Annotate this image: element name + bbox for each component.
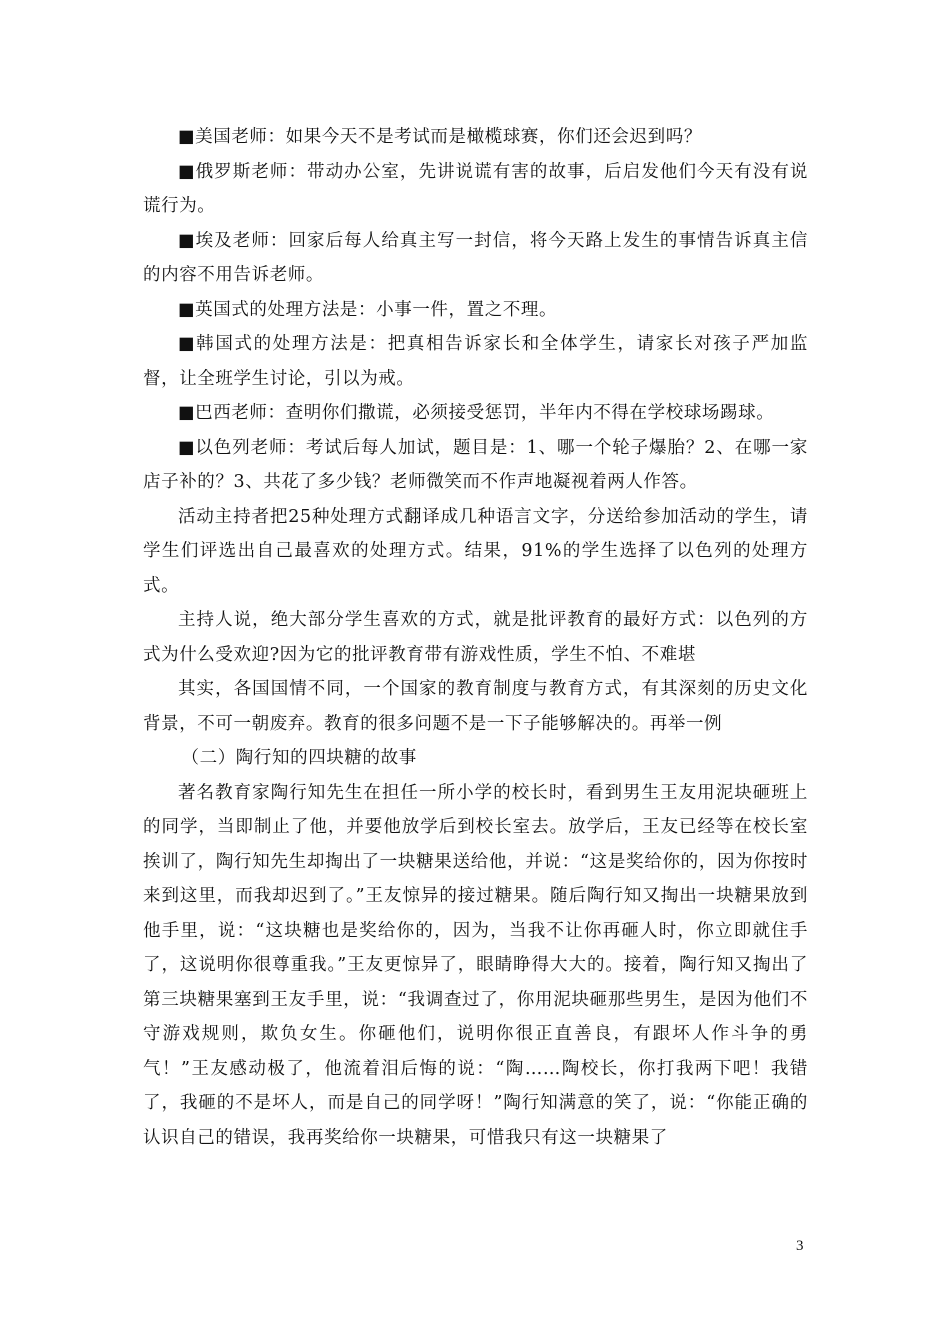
paragraph-activity-result: 活动主持者把25种处理方式翻译成几种语言文字，分送给参加活动的学生，请学生们评选出自己最喜欢的处理方式。结果，91%的学生选择了以色列的处理方式。 [143, 506, 808, 596]
paragraph-russia-teacher: ■俄罗斯老师：带动办公室，先讲说谎有害的故事，后启发他们今天有没有说谎行为。 [143, 161, 808, 216]
paragraph-host-comment: 主持人说，绝大部分学生喜欢的方式，就是批评教育的最好方式：以色列的方式为什么受欢迎?因为它的批评教育带有游戏性质，学生不怕、不难堪 [143, 610, 808, 665]
paragraph-israel-teacher: ■以色列老师：考试后每人加试，题目是：1、哪一个轮子爆胎？2、在哪一家店子补的？3、共花了多少钱？老师微笑而不作声地凝视着两人作答。 [143, 437, 808, 492]
paragraph-tao-story: 著名教育家陶行知先生在担任一所小学的校长时，看到男生王友用泥块砸班上的同学，当即制止了他，并要他放学后到校长室去。放学后，王友已经等在校长室挨训了，陶行知先生却掏出了一块糖果送给他，并说：“这是奖给你的，因为你按时来到这里，而我却迟到了。”王友惊异的接过糖果。随后陶行知又掏出一块糖果放到他手里，说：“这块糖也是奖给你的，因为，当我不让你再砸人时，你立即就住手了，这说明你很尊重我。”王友更惊异了，眼睛睁得大大的。接着，陶行知又掏出了第三块糖果塞到王友手里，说：“我调查过了，你用泥块砸那些男生，是因为他们不守游戏规则，欺负女生。你砸他们，说明你很正直善良，有跟坏人作斗争的勇气！”王友感动极了，他流着泪后悔的说：“陶……陶校长，你打我两下吧！我错了，我砸的不是坏人，而是自己的同学呀！”陶行知满意的笑了，说：“你能正确的认识自己的错误，我再奖给你一块糖果，可惜我只有这一块糖果了 [143, 782, 808, 1148]
paragraph-egypt-teacher: ■埃及老师：回家后每人给真主写一封信，将今天路上发生的事情告诉真主信的内容不用告诉老师。 [143, 230, 808, 285]
body-text [143, 120, 808, 1155]
paragraph-us-teacher: ■美国老师：如果今天不是考试而是橄榄球赛，你们还会迟到吗？ [178, 127, 702, 147]
paragraph-brazil-teacher: ■巴西老师：查明你们撒谎，必须接受惩罚，半年内不得在学校球场踢球。 [178, 403, 775, 423]
section-heading: （二）陶行知的四块糖的故事 [181, 748, 417, 768]
page-number: 3 [796, 1238, 804, 1254]
paragraph-conclusion: 其实，各国国情不同，一个国家的教育制度与教育方式，有其深刻的历史文化背景，不可一朝废弃。教育的很多问题不是一下子能够解决的。再举一例 [143, 679, 808, 734]
paragraph-korea-method: ■韩国式的处理方法是：把真相告诉家长和全体学生，请家长对孩子严加监督，让全班学生讨论，引以为戒。 [143, 334, 808, 389]
paragraph-uk-method: ■英国式的处理方法是：小事一件，置之不理。 [178, 299, 558, 320]
